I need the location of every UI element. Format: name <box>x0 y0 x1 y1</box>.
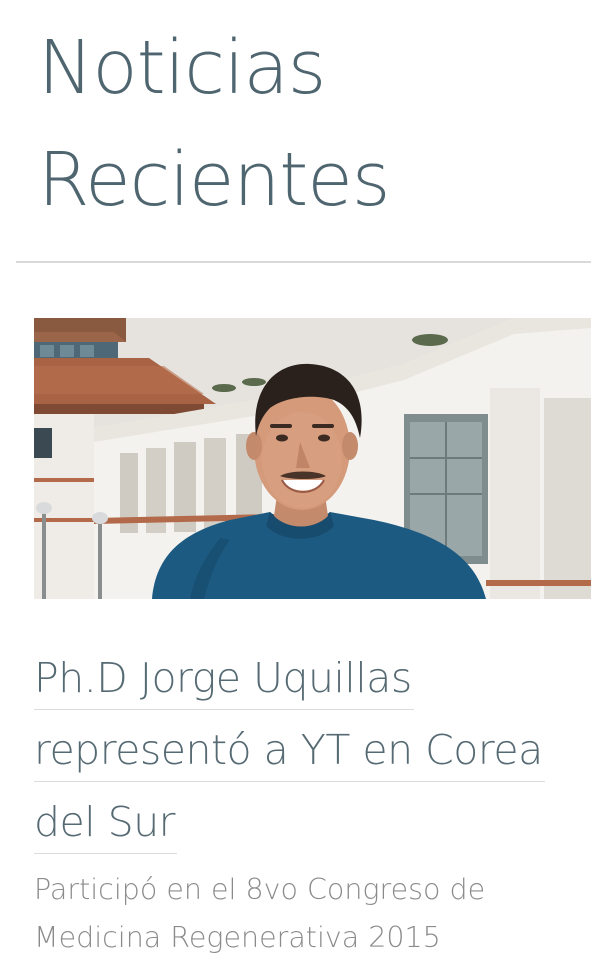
article-headline-line-2[interactable]: representó a YT en Corea <box>34 719 545 782</box>
section-title-line-1: Noticias <box>38 25 326 111</box>
article-image[interactable] <box>34 318 591 599</box>
article-photo <box>34 318 591 599</box>
article-headline[interactable] <box>34 644 586 860</box>
section-title <box>38 12 578 236</box>
article-summary-line-1: Participó en el 8vo Congreso de <box>34 873 486 906</box>
article-headline-line-1[interactable]: Ph.D Jorge Uquillas <box>34 647 414 710</box>
article-summary-line-2: Medicina Regenerativa 2015 <box>34 921 441 954</box>
section-divider <box>16 261 591 263</box>
article-summary <box>34 866 574 962</box>
article-headline-line-3[interactable]: del Sur <box>34 791 177 854</box>
article-headline-link[interactable] <box>34 654 545 846</box>
section-title-line-2: Recientes <box>38 137 390 223</box>
